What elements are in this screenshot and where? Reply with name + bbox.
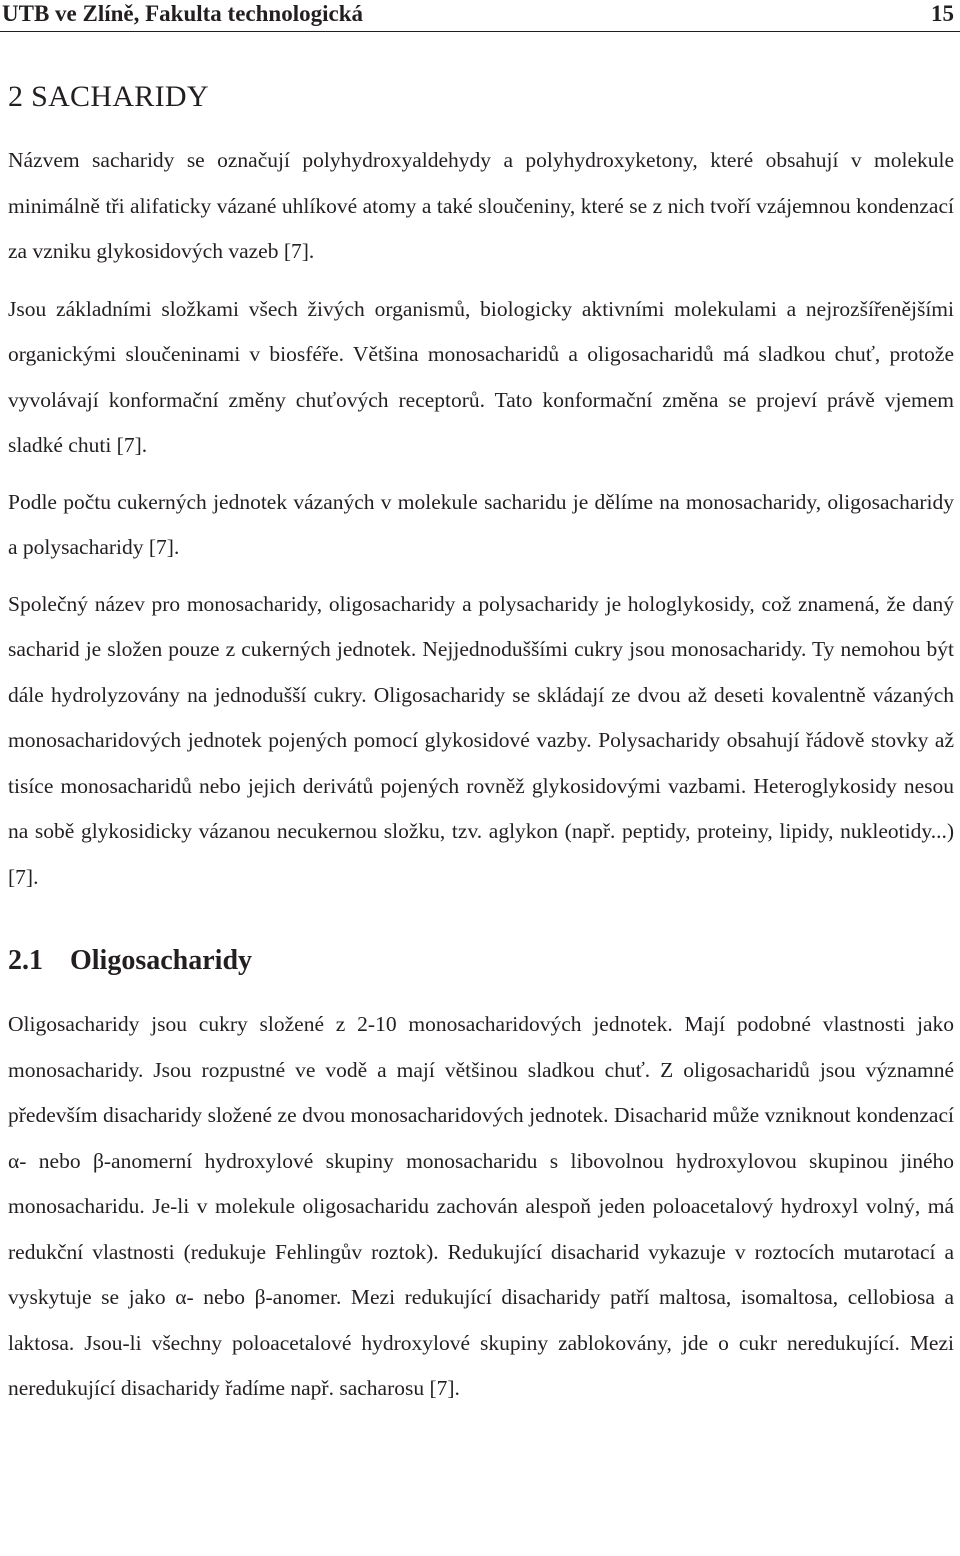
page-header [0,0,960,32]
chapter-heading: 2 SACHARIDY [8,80,209,113]
paragraph-oligosaccharides: Oligosacharidy jsou cukry složené z 2-10 monosacharidových jednotek. Mají podobné vlastnosti jako monosacharidy. Jsou rozpustné ve vodě a mají většinou sladkou chuť. Z oligosacharidů jsou významné především disacharidy složené ze dvou monosacharidových jednotek. Disacharid může vzniknout kondenzací α- nebo β-anomerní hydroxylové skupiny monosacharidu s libovolnou hydroxylovou skupinou jiného monosacharidu. Je-li v molekule oligosacharidu zachován alespoň jeden poloacetalový hydroxyl volný, má redukční vlastnosti (redukuje Fehlingův roztok). Redukující disacharid vykazuje v roztocích mutarotací a vyskytuje se jako α- nebo β-anomer. Mezi redukující disacharidy patří maltosa, isomaltosa, cellobiosa a laktosa. Jsou-li všechny poloacetalové hydroxylové skupiny zablokovány, jde o cukr neredukující. Mezi neredukující disacharidy řadíme např. sacharosu [7]. [8,1012,954,1400]
section-heading-oligosacharidy [8,939,954,983]
paragraph-classification: Podle počtu cukerných jednotek vázaných v molekule sacharidu je dělíme na monosacharidy, oligosacharidy a polysacharidy [7]. [8,489,954,559]
page-number: 15 [931,1,954,26]
section-title: Oligosacharidy [70,945,253,976]
paragraph-intro: Názvem sacharidy se označují polyhydroxyaldehydy a polyhydroxyketony, které obsahují v molekule minimálně tři alifaticky vázané uhlíkové atomy a také sloučeniny, které se z nich tvoří vzájemnou kondenzací za vzniku glykosidových vazeb [7]. [8,148,954,263]
section-number: 2.1 [8,945,43,976]
paragraph-hologlycosides: Společný název pro monosacharidy, oligosacharidy a polysacharidy je hologlykosidy, což znamená, že daný sacharid je složen pouze z cukerných jednotek. Nejjednoduššími cukry jsou monosacharidy. Ty nemohou být dále hydrolyzovány na jednodušší cukry. Oligosacharidy se skládají ze dvou až deseti kovalentně vázaných monosacharidových jednotek pojených pomocí glykosidové vazby. Polysacharidy obsahují řádově stovky až tisíce monosacharidů nebo jejich derivátů pojených rovněž glykosidovými vazbami. Heteroglykosidy nesou na sobě glykosidicky vázanou necukernou složku, tzv. aglykon (např. peptidy, proteiny, lipidy, nukleotidy...) [7]. [8,591,954,889]
paragraph-organisms: Jsou základními složkami všech živých organismů, biologicky aktivními molekulami a nejrozšířenějšími organickými sloučeninami v biosféře. Většina monosacharidů a oligosacharidů má sladkou chuť, protože vyvolávají konformační změny chuťových receptorů. Tato konformační změna se projeví právě vjemem sladké chuti [7]. [8,296,954,457]
page-content [8,75,954,1412]
header-title: UTB ve Zlíně, Fakulta technologická [2,1,363,26]
